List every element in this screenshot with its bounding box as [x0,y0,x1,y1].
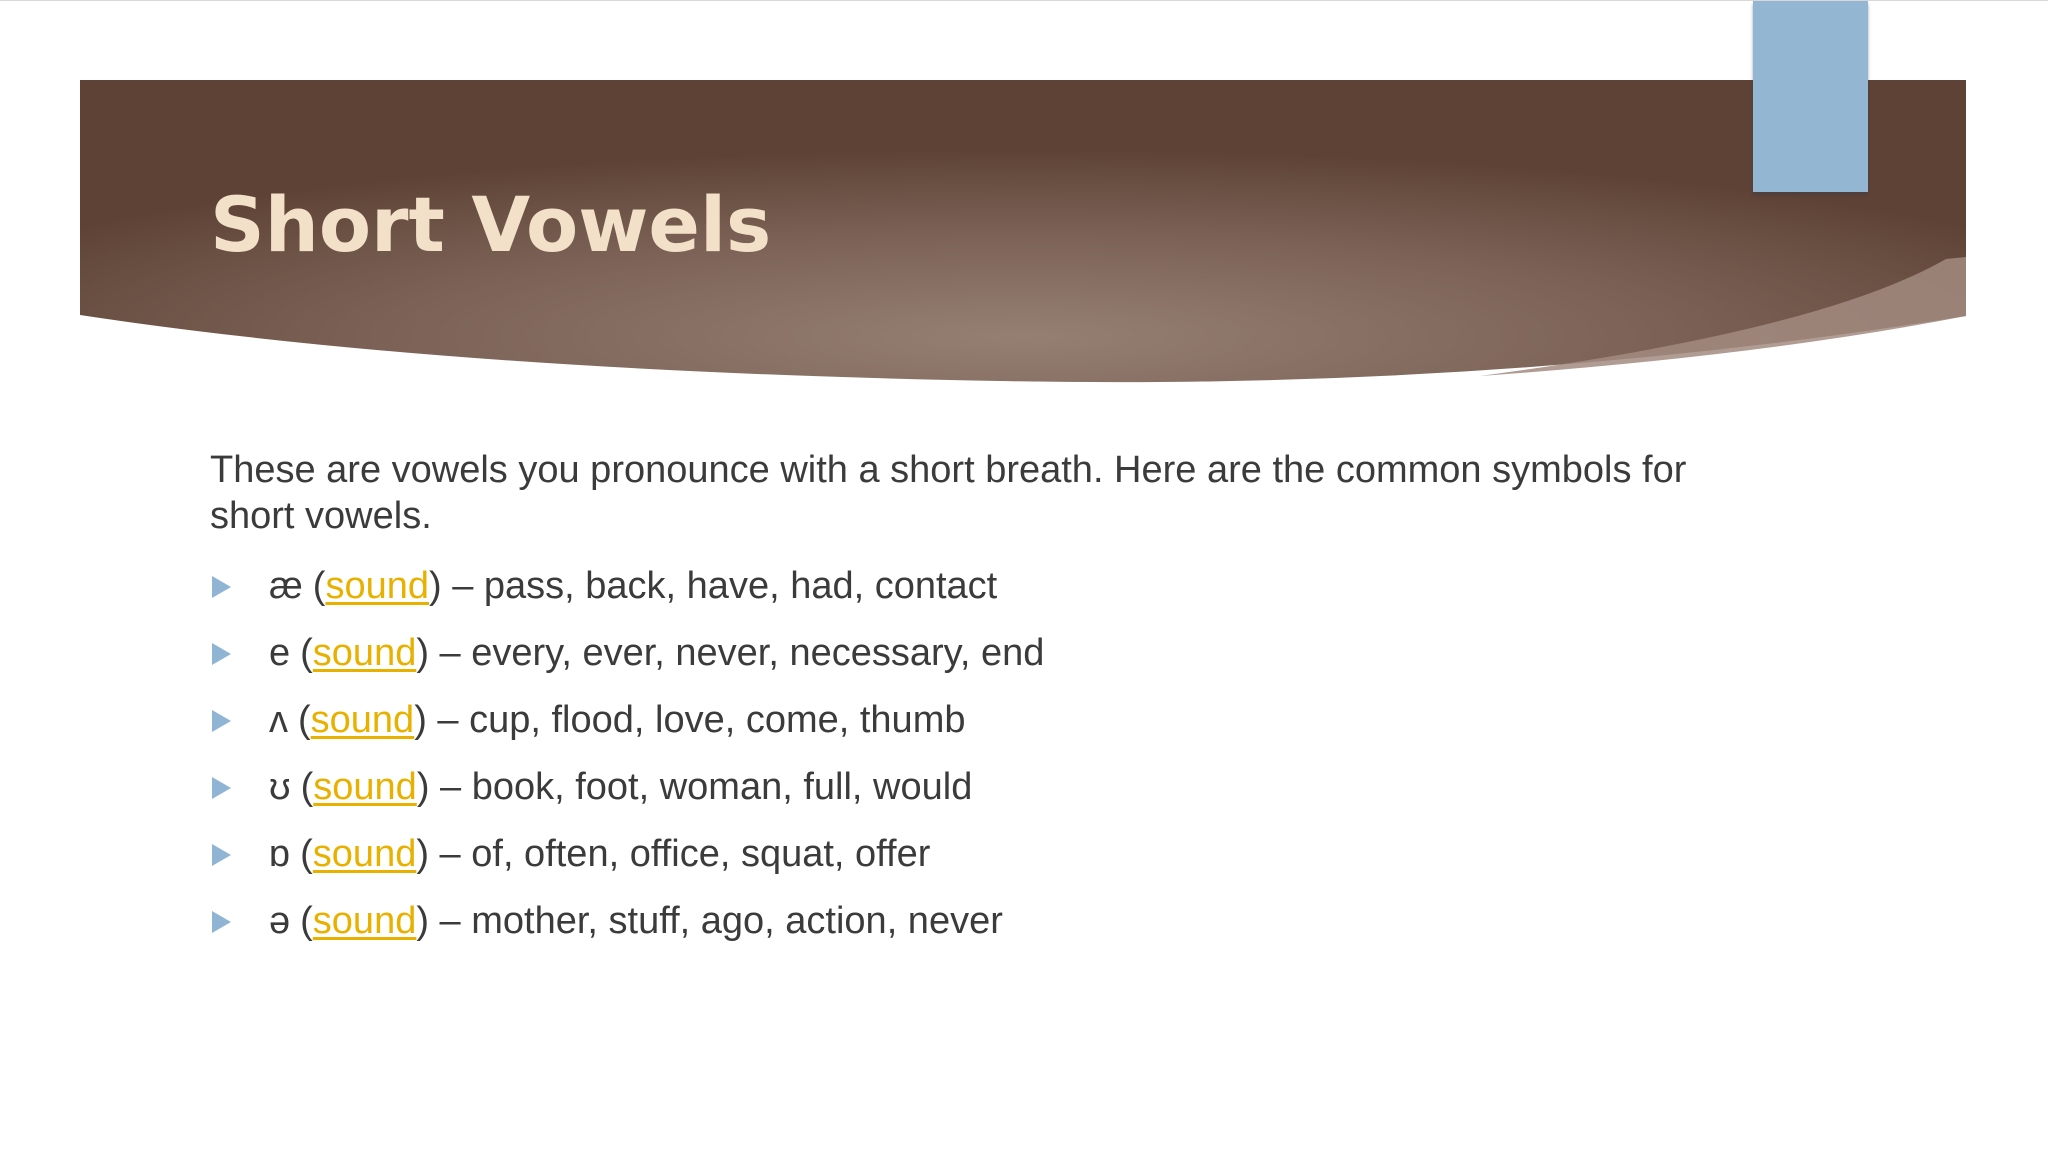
example-words: – of, often, office, squat, offer [429,833,931,875]
example-words: – every, ever, never, necessary, end [429,632,1045,674]
slide-content [210,447,1730,955]
sound-link[interactable]: sound [313,766,417,808]
vowel-symbol: ɒ [269,833,291,875]
sound-link[interactable]: sound [312,833,417,875]
close-paren: ) [414,699,427,741]
list-item [210,620,1730,687]
list-item [210,821,1730,888]
triangle-bullet-icon [212,844,231,866]
triangle-bullet-icon [212,911,231,933]
list-item [210,687,1730,754]
slide-title: Short Vowels [210,180,772,269]
triangle-bullet-icon [212,643,231,665]
open-paren: ( [300,833,313,875]
open-paren: ( [312,565,326,607]
close-paren: ) [416,766,430,808]
open-paren: ( [300,632,313,674]
list-item [210,754,1730,821]
open-paren: ( [298,699,311,741]
list-item [210,888,1730,955]
vowel-symbol: æ [269,565,303,607]
open-paren: ( [300,900,313,942]
bookmark-tab [1753,1,1868,192]
close-paren: ) [416,900,429,942]
example-words: – cup, flood, love, come, thumb [426,699,966,741]
close-paren: ) [416,632,429,674]
sound-link[interactable]: sound [325,565,429,607]
vowel-symbol: e [269,632,291,674]
example-words: – pass, back, have, had, contact [441,565,998,607]
sound-link[interactable]: sound [312,900,417,942]
vowel-symbol: ʌ [269,699,288,741]
vowel-list [210,553,1730,955]
vowel-symbol: ʊ [269,766,291,808]
vowel-symbol: ə [269,900,291,942]
open-paren: ( [300,766,314,808]
sound-link[interactable]: sound [310,699,415,741]
sound-link[interactable]: sound [312,632,417,674]
triangle-bullet-icon [212,576,231,598]
example-words: – mother, stuff, ago, action, never [429,900,1003,942]
intro-text: These are vowels you pronounce with a short breath. Here are the common symbols for short vowels. [210,449,1687,537]
close-paren: ) [416,833,429,875]
triangle-bullet-icon [212,777,231,799]
example-words: – book, foot, woman, full, would [429,766,973,808]
close-paren: ) [429,565,442,607]
triangle-bullet-icon [212,710,231,732]
list-item [210,553,1730,620]
